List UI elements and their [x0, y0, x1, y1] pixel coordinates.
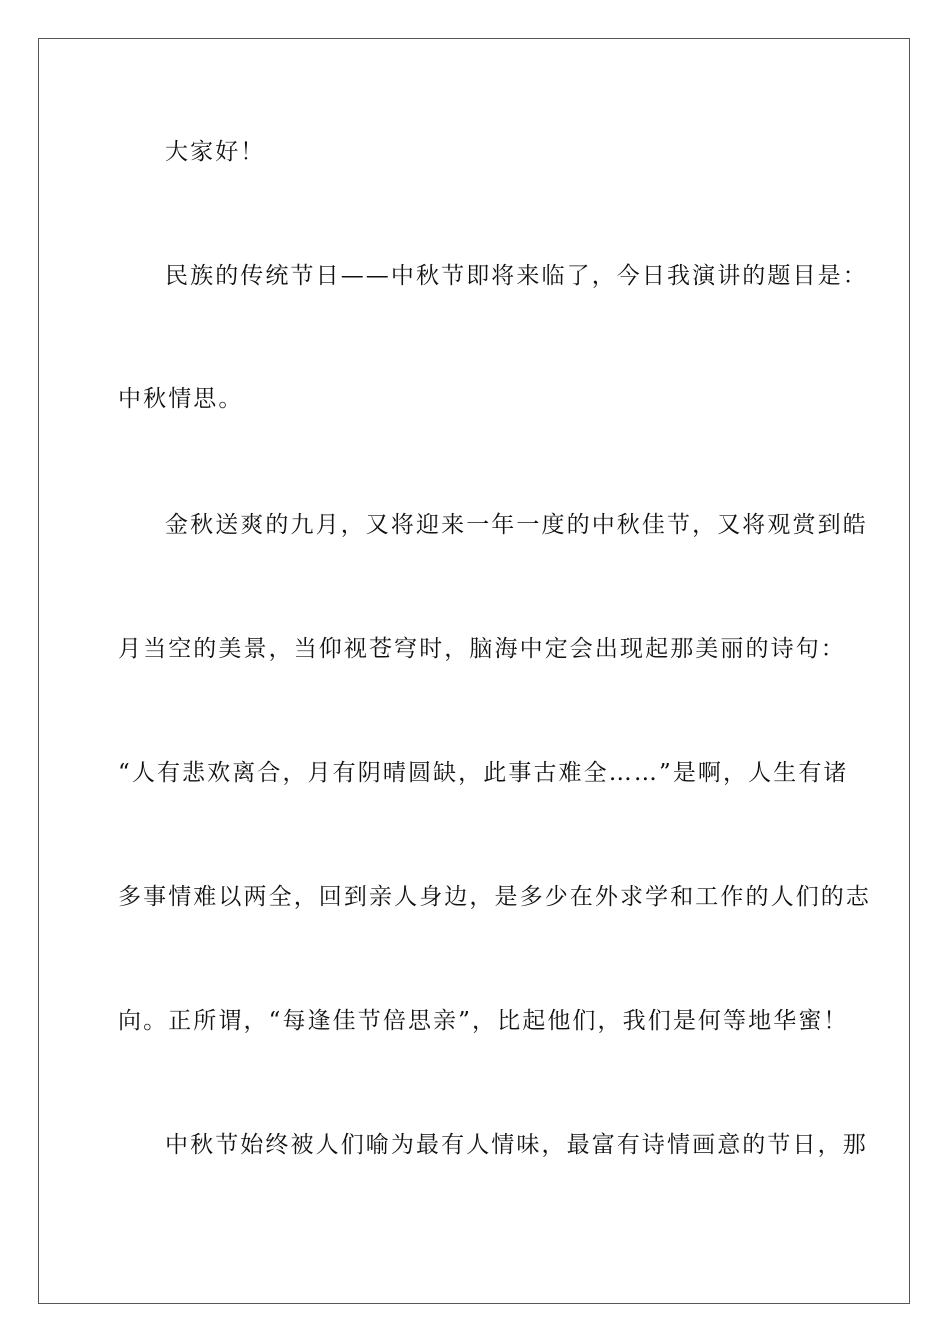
page-border [38, 38, 910, 1304]
paragraph-1-line-2: 中秋情思。 [118, 386, 244, 412]
paragraph-2-line-4: 多事情难以两全，回到亲人身边，是多少在外求学和工作的人们的志 [118, 884, 871, 910]
paragraph-2-line-2: 月当空的美景，当仰视苍穹时，脑海中定会出现起那美丽的诗句： [118, 636, 846, 662]
paragraph-2-line-3: “人有悲欢离合，月有阴晴圆缺，此事古难全……”是啊，人生有诸 [118, 760, 849, 786]
paragraph-2-line-5: 向。正所谓，“每逢佳节倍思亲”，比起他们，我们是何等地华蜜！ [118, 1008, 849, 1034]
paragraph-1-line-1: 民族的传统节日——中秋节即将来临了，今日我演讲的题目是： [165, 263, 868, 289]
paragraph-2-line-1: 金秋送爽的九月，又将迎来一年一度的中秋佳节，又将观赏到皓 [165, 512, 868, 538]
paragraph-3-line-1: 中秋节始终被人们喻为最有人情味，最富有诗情画意的节日，那 [165, 1132, 868, 1158]
greeting-line: 大家好！ [165, 139, 266, 165]
